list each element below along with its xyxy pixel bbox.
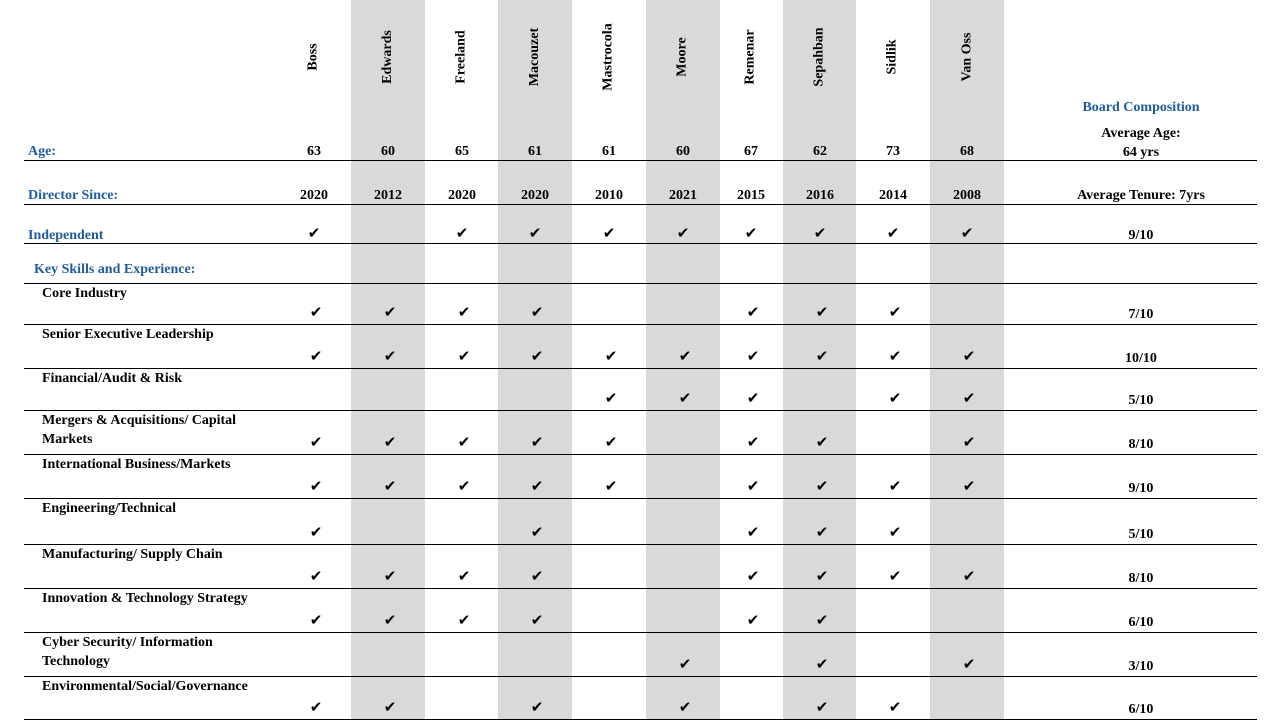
independent-check-icon: ✔ [960,224,974,242]
average-age-value: 64 yrs [1122,145,1160,160]
skill-count: 7/10 [1128,307,1154,322]
director-since-label: Director Since: [28,188,119,203]
skill-check-icon: ✔ [962,347,976,365]
director-since-year: 2020 [300,188,328,203]
skill-count: 3/10 [1128,659,1154,674]
skill-check-icon: ✔ [457,611,471,629]
director-name [671,4,695,110]
skill-check-icon: ✔ [746,523,760,541]
skill-check-icon: ✔ [309,611,323,629]
director-age: 65 [455,144,469,159]
skill-check-icon: ✔ [815,347,829,365]
skill-check-icon: ✔ [457,347,471,365]
skill-check-icon: ✔ [815,477,829,495]
skill-check-icon: ✔ [604,347,618,365]
independent-count: 9/10 [1128,228,1154,243]
skill-check-icon: ✔ [888,523,902,541]
director-age: 62 [813,144,827,159]
independent-check-icon: ✔ [528,224,542,242]
skill-check-icon: ✔ [962,433,976,451]
skill-check-icon: ✔ [888,303,902,321]
skill-check-icon: ✔ [383,698,397,716]
skill-check-icon: ✔ [383,477,397,495]
director-name-text: Freeland [454,30,469,84]
skill-count: 8/10 [1128,571,1154,586]
director-name [376,4,400,110]
skill-check-icon: ✔ [530,433,544,451]
skill-check-icon: ✔ [815,567,829,585]
skill-check-icon: ✔ [530,477,544,495]
skill-label: Mergers & Acquisitions/ Capital Markets [42,413,237,447]
director-name [955,4,979,110]
independent-check-icon: ✔ [886,224,900,242]
skill-check-icon: ✔ [888,567,902,585]
independent-check-icon: ✔ [676,224,690,242]
director-age: 63 [307,144,321,159]
skill-check-icon: ✔ [530,523,544,541]
skill-check-icon: ✔ [309,567,323,585]
skill-check-icon: ✔ [530,347,544,365]
director-age: 60 [676,144,690,159]
skill-check-icon: ✔ [746,389,760,407]
skill-check-icon: ✔ [457,567,471,585]
director-age: 60 [381,144,395,159]
skill-check-icon: ✔ [604,433,618,451]
skill-count: 10/10 [1125,351,1157,366]
skill-check-icon: ✔ [962,477,976,495]
director-since-year: 2008 [953,188,981,203]
skill-check-icon: ✔ [746,303,760,321]
independent-check-icon: ✔ [744,224,758,242]
row-divider [24,204,1257,205]
skill-check-icon: ✔ [383,567,397,585]
key-skills-heading: Key Skills and Experience: [34,262,196,277]
director-name [881,4,905,110]
skill-check-icon: ✔ [309,303,323,321]
skill-check-icon: ✔ [309,477,323,495]
skill-label: Manufacturing/ Supply Chain [42,547,223,562]
director-name-text: Moore [675,37,691,77]
director-since-year: 2014 [879,188,907,203]
director-name [523,4,547,110]
director-name-text: Macouzet [527,27,542,87]
director-name [739,4,763,110]
age-label: Age: [28,144,56,159]
director-since-year: 2020 [448,188,476,203]
skill-check-icon: ✔ [309,433,323,451]
director-since-year: 2012 [374,188,402,203]
row-divider [24,160,1257,161]
director-since-year: 2010 [595,188,623,203]
director-age: 61 [602,144,616,159]
skill-check-icon: ✔ [530,303,544,321]
average-age-label: Average Age: [1101,126,1181,141]
director-name [808,4,832,110]
skill-count: 5/10 [1128,393,1154,408]
director-age: 61 [528,144,542,159]
director-name-text: Remenar [743,29,759,85]
director-age: 73 [886,144,900,159]
skill-label: Senior Executive Leadership [42,327,214,342]
director-name [450,4,474,110]
skill-check-icon: ✔ [815,433,829,451]
skill-label: International Business/Markets [42,457,231,472]
skill-check-icon: ✔ [530,698,544,716]
skill-label: Financial/Audit & Risk [42,371,183,386]
skill-count: 9/10 [1128,481,1154,496]
skill-check-icon: ✔ [309,698,323,716]
skill-check-icon: ✔ [815,611,829,629]
independent-check-icon: ✔ [455,224,469,242]
skill-check-icon: ✔ [678,698,692,716]
skill-label: Cyber Security/ Information Technology [42,635,213,669]
skill-check-icon: ✔ [888,347,902,365]
skill-check-icon: ✔ [815,698,829,716]
skill-label: Core Industry [42,286,127,301]
independent-check-icon: ✔ [813,224,827,242]
skill-check-icon: ✔ [746,477,760,495]
skill-check-icon: ✔ [746,567,760,585]
skill-count: 8/10 [1128,437,1154,452]
director-name-text: Mastrocola [601,23,617,91]
skill-count: 5/10 [1128,527,1154,542]
skill-check-icon: ✔ [604,477,618,495]
director-since-year: 2020 [521,188,549,203]
skill-count: 6/10 [1128,615,1154,630]
board-composition-title: Board Composition [1082,100,1200,115]
skill-check-icon: ✔ [746,433,760,451]
skill-check-icon: ✔ [746,347,760,365]
skill-check-icon: ✔ [888,698,902,716]
skill-check-icon: ✔ [815,523,829,541]
skill-check-icon: ✔ [309,347,323,365]
skill-check-icon: ✔ [746,611,760,629]
skill-check-icon: ✔ [457,477,471,495]
skill-check-icon: ✔ [530,567,544,585]
director-name [597,4,621,110]
skill-label: Engineering/Technical [42,501,177,516]
director-age: 68 [960,144,974,159]
director-name-text: Boss [306,43,322,71]
independent-label: Independent [28,228,104,243]
skill-check-icon: ✔ [678,347,692,365]
skill-check-icon: ✔ [383,611,397,629]
director-name-text: Edwards [380,30,395,84]
independent-check-icon: ✔ [307,224,321,242]
director-since-year: 2021 [669,188,697,203]
director-name-text: Sepahban [812,27,827,87]
director-age: 67 [744,144,758,159]
director-name [302,4,326,110]
skill-check-icon: ✔ [383,433,397,451]
skill-check-icon: ✔ [383,303,397,321]
director-name-text: Sidlik [885,39,900,75]
skill-check-icon: ✔ [888,477,902,495]
director-name-text: Van Oss [959,32,974,82]
independent-check-icon: ✔ [602,224,616,242]
skill-count: 6/10 [1128,702,1154,717]
skill-check-icon: ✔ [457,303,471,321]
skill-check-icon: ✔ [962,389,976,407]
skill-label: Innovation & Technology Strategy [42,591,248,606]
skill-check-icon: ✔ [309,523,323,541]
skill-check-icon: ✔ [530,611,544,629]
skill-check-icon: ✔ [815,303,829,321]
skill-check-icon: ✔ [678,655,692,673]
skill-check-icon: ✔ [815,655,829,673]
skill-check-icon: ✔ [678,389,692,407]
skill-check-icon: ✔ [383,347,397,365]
skill-label: Environmental/Social/Governance [42,679,248,694]
skill-check-icon: ✔ [962,655,976,673]
skill-check-icon: ✔ [604,389,618,407]
row-divider [24,243,1257,244]
average-tenure: Average Tenure: 7yrs [1077,188,1205,203]
skill-check-icon: ✔ [962,567,976,585]
skill-check-icon: ✔ [888,389,902,407]
director-since-year: 2016 [806,188,834,203]
director-since-year: 2015 [737,188,765,203]
skill-check-icon: ✔ [457,433,471,451]
